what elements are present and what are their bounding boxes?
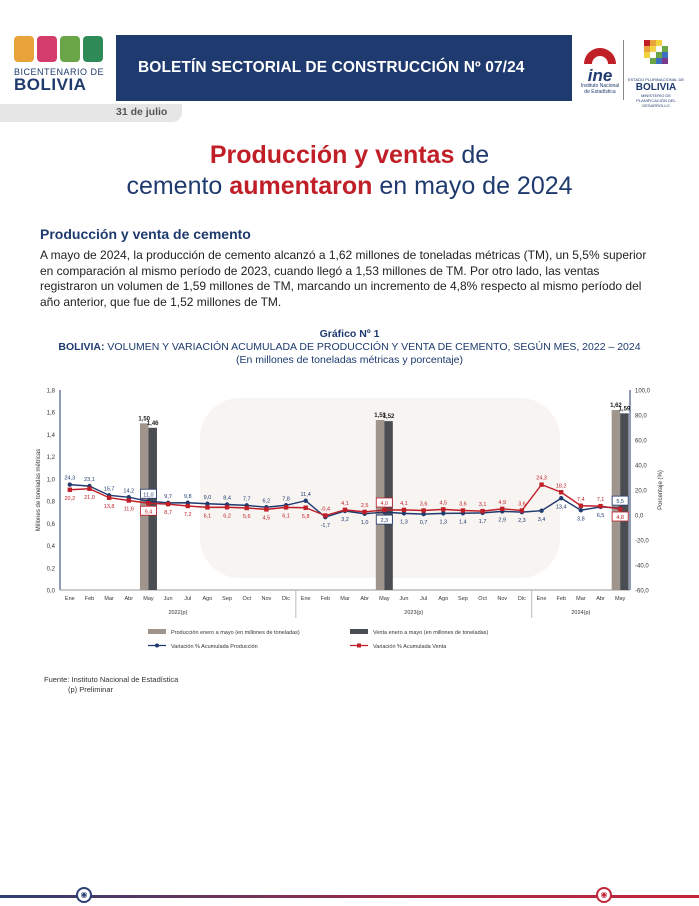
x-tick-label: May [143, 596, 154, 602]
footer-ine-icon: ◉ [76, 887, 92, 903]
y-tick-label: 1,8 [46, 388, 55, 395]
y-tick-label: 1,0 [46, 477, 55, 484]
production-point-label: 1,3 [439, 519, 448, 526]
ine-arc-icon [578, 36, 622, 64]
page-header [0, 0, 699, 118]
legend-production-line-label: Variación % Acumulada Producción [171, 644, 258, 650]
x-tick-label: Feb [84, 596, 95, 602]
production-point-label: 1,4 [459, 519, 467, 526]
sales-point [107, 496, 111, 500]
production-point [303, 499, 307, 503]
x-tick-label: Dic [282, 596, 291, 602]
production-point-label: 9,0 [203, 494, 212, 501]
chart-header [0, 328, 699, 367]
sales-point [127, 498, 131, 502]
sales-point-label: 6,2 [223, 513, 231, 520]
production-point [68, 482, 72, 486]
sales-point [146, 501, 150, 505]
sales-point [441, 507, 445, 511]
x-tick-label: Jun [399, 596, 409, 602]
x-tick-label: Nov [261, 596, 272, 602]
y-axis-title: Millones de toneladas métricas [36, 448, 42, 532]
sales-point-label: 2,5 [360, 502, 369, 509]
y-tick-label: 0,2 [46, 566, 55, 573]
bulletin-banner: BOLETÍN SECTORIAL DE CONSTRUCCIÓN Nº 07/24 [116, 35, 572, 101]
y-tick-label: 1,2 [46, 455, 55, 462]
chart-lead: BOLIVIA: [58, 341, 105, 353]
sales-point-label: 24,3 [536, 475, 547, 482]
y2-tick-label: -40,0 [635, 563, 649, 570]
ine-sub1: Instituto Nacional [580, 83, 620, 89]
legend-sales-line-marker [357, 644, 361, 648]
y2-tick-label: 100,0 [635, 388, 651, 395]
bar-value-label: 1,53 [374, 413, 386, 419]
sales-point [166, 502, 170, 506]
production-point-label: 0,7 [419, 520, 428, 527]
sales-point-label: 3,6 [518, 501, 526, 508]
sales-point [500, 507, 504, 511]
footer-bar [0, 886, 699, 906]
sales-point-label: 4,9 [498, 499, 507, 506]
x-tick-label: Ene [300, 596, 311, 602]
sales-point-label: 8,7 [164, 510, 172, 517]
sales-point-label: 5,8 [301, 513, 310, 520]
production-point [539, 509, 543, 513]
year-group-label: 2023(p) [404, 610, 424, 616]
y2-tick-label: 0,0 [635, 513, 644, 520]
sales-point-label: 3,6 [459, 501, 467, 508]
x-tick-label: Dic [517, 596, 526, 602]
sales-point-label: 3,1 [478, 502, 487, 509]
bicentenario-line2: BOLIVIA [14, 75, 87, 94]
x-tick-label: Ago [202, 596, 213, 602]
bar-value-label: 1,52 [382, 414, 395, 421]
sales-point [245, 506, 249, 510]
chart-number: Gráfico Nº 1 [319, 328, 380, 340]
production-point-label: 11,4 [300, 491, 311, 498]
sales-point [520, 508, 524, 512]
x-tick-label: Feb [320, 596, 331, 602]
sales-point-label: 6,1 [203, 513, 212, 520]
y2-tick-label: 60,0 [635, 438, 647, 445]
legend-production-bar-swatch [148, 629, 166, 634]
y2-tick-label: -60,0 [635, 588, 649, 595]
sales-point [284, 505, 288, 509]
x-tick-label: Feb [556, 596, 566, 602]
y2-tick-label: 40,0 [635, 463, 647, 470]
sales-point-label: 20,2 [64, 495, 76, 502]
logo-divider [623, 40, 624, 100]
production-point [579, 508, 583, 512]
sales-point [186, 504, 190, 508]
sales-point-label: 4,5 [262, 515, 271, 522]
sales-point-label: -0,4 [320, 506, 331, 513]
sales-point [382, 508, 386, 512]
x-tick-label: Jul [184, 596, 192, 602]
section-heading: Producción y venta de cemento [40, 226, 251, 242]
sales-point [480, 509, 484, 513]
publication-date: 31 de julio [0, 104, 182, 122]
y2-tick-label: -20,0 [635, 538, 649, 545]
sales-point-label: 21,0 [84, 494, 95, 501]
legend-sales-line-label: Variación % Acumulada Venta [373, 644, 447, 650]
production-point-label: 6,5 [596, 512, 605, 519]
x-tick-label: Ago [438, 596, 449, 602]
x-tick-label: Abr [596, 596, 605, 602]
sales-point [87, 487, 91, 491]
sales-point-label: 6,1 [282, 513, 290, 520]
sales-point [225, 505, 229, 509]
bicentenario-emblem-icon [14, 36, 106, 62]
production-point-label: 3,2 [341, 517, 349, 523]
bicentenario-logo [14, 36, 106, 96]
x-tick-label: Jul [420, 596, 428, 602]
sales-point-label: 5,6 [242, 514, 251, 520]
sales-point [618, 507, 622, 511]
x-tick-label: Ene [64, 596, 75, 602]
production-point-label: 1,7 [478, 518, 487, 525]
x-tick-label: Abr [124, 596, 134, 602]
bolivia-line1: ESTADO PLURINACIONAL DE [627, 77, 684, 82]
title-part5: en mayo de 2024 [372, 172, 573, 200]
y-tick-label: 0,8 [46, 499, 55, 506]
sales-point [68, 488, 72, 492]
production-point-label: 6,2 [262, 498, 271, 505]
year-group-label: 2024(p) [571, 610, 591, 616]
production-point [441, 511, 445, 515]
x-tick-label: Mar [340, 596, 350, 602]
production-point-label: 14,2 [123, 488, 135, 495]
y2-tick-label: 80,0 [635, 413, 647, 420]
sales-point [461, 508, 465, 512]
x-tick-label: Nov [497, 596, 508, 602]
sales-point [579, 504, 583, 508]
estado-bolivia-logo [626, 38, 686, 108]
legend-sales-bar-swatch [350, 629, 368, 634]
production-point-label: 3,8 [577, 516, 585, 523]
bolivia-line3: MINISTERIO DE PLANIFICACIÓN DEL DESARROLLO [636, 93, 676, 108]
production-point-label: 7,7 [242, 496, 251, 503]
production-point-label: 2,9 [498, 517, 507, 524]
x-tick-label: Jun [163, 596, 173, 602]
x-tick-label: Abr [360, 596, 369, 602]
production-point-label: 23,1 [84, 477, 95, 484]
bar-value-label: 1,46 [146, 420, 159, 427]
source-note [44, 675, 178, 695]
sales-point-label: 4,1 [400, 500, 408, 507]
sales-point-label: 4,5 [439, 500, 448, 507]
x-tick-label: Oct [242, 596, 252, 602]
ine-name: ine [587, 66, 613, 85]
sales-point-label: 11,6 [123, 506, 134, 513]
ine-sub2: de Estadística [584, 89, 616, 95]
source-line: Fuente: Instituto Nacional de Estadística [44, 675, 179, 684]
sales-point-label: 4,0 [380, 501, 389, 507]
chart-title: VOLUMEN Y VARIACIÓN ACUMULADA DE PRODUCCIÓN Y VENTA DE CEMENTO, SEGÚN MES, 2022 – 2024 [104, 341, 641, 353]
legend-production-bar-label: Producción enero a mayo (en millones de toneladas) [171, 630, 300, 636]
sales-point-label: 4,8 [616, 515, 625, 521]
title-part4: aumentaron [229, 172, 373, 200]
y-tick-label: 1,4 [46, 432, 55, 439]
bar-value-label: 1,50 [138, 416, 151, 423]
sales-point-label: 7,1 [596, 497, 605, 504]
ine-logo [578, 36, 622, 102]
bar-value-label: 1,59 [618, 406, 631, 413]
y2-axis-title: Porcentaje (%) [658, 470, 664, 510]
sales-point [343, 508, 347, 512]
sales-point [362, 510, 366, 514]
production-point-label: 9,8 [183, 493, 192, 500]
x-tick-label: Sep [458, 596, 468, 602]
production-point-label: 2,3 [380, 518, 389, 525]
title-part3: cemento [126, 172, 230, 200]
sales-point-label: 7,4 [577, 496, 585, 503]
x-tick-label: May [614, 596, 626, 602]
page-title [0, 140, 699, 202]
sales-point-label: 9,4 [144, 509, 153, 516]
production-point-label: 11,0 [143, 492, 154, 499]
preliminary-note: (p) Preliminar [68, 685, 114, 694]
x-tick-label: May [379, 596, 390, 602]
sales-point [402, 508, 406, 512]
production-point-label: 7,8 [282, 496, 290, 503]
bolivia-line2: BOLIVIA [635, 82, 677, 93]
production-point-label: 15,7 [103, 486, 115, 493]
footer-ine-icon-right: ◉ [596, 887, 612, 903]
sales-point-label: 7,2 [183, 512, 192, 518]
sales-point [323, 513, 327, 517]
x-tick-label: Ene [536, 596, 547, 602]
production-point [559, 496, 563, 500]
sales-point [598, 504, 602, 508]
sales-point-label: 4,1 [341, 500, 349, 507]
y-tick-label: 0,4 [46, 544, 55, 551]
production-point-label: 24,3 [64, 475, 76, 482]
y-tick-label: 1,6 [46, 410, 55, 417]
section-paragraph: A mayo de 2024, la producción de cemento alcanzó a 1,62 millones de toneladas métricas (TM), un 5,5% superior en comparación al mismo período de 2023, cuando llegó a 1,53 millones de TM. Por otro lado, las ventas registraron un volumen de 1,59 millones de TM, marcando un incremento de 4,8% respecto al mismo período del año anterior, que fue de 1,52 millones de TM. [40, 248, 647, 309]
sales-point [559, 490, 563, 494]
sales-point [539, 482, 543, 486]
x-tick-label: Mar [576, 596, 586, 602]
sales-point [264, 507, 268, 511]
sales-point [303, 506, 307, 510]
production-point-label: 3,4 [537, 516, 546, 523]
title-part1: Producción y ventas [209, 141, 455, 169]
production-point-label: 8,4 [223, 495, 231, 502]
production-point-label: 9,7 [164, 493, 172, 500]
sales-point-label: 13,8 [103, 503, 115, 510]
cement-chart [0, 378, 699, 673]
y-tick-label: 0,6 [46, 521, 55, 528]
sales-point [205, 505, 209, 509]
title-part2: de [454, 141, 490, 169]
legend-production-line-marker [155, 644, 159, 648]
sales-point [421, 508, 425, 512]
bicentenario-line1: BICENTENARIO DE [14, 67, 105, 77]
production-point-label: 1,3 [400, 519, 408, 526]
wiphala-icon [636, 38, 676, 72]
x-tick-label: Mar [104, 596, 114, 602]
sales-point-label: 18,2 [555, 483, 567, 490]
y2-tick-label: 20,0 [635, 488, 647, 495]
chart-subtitle: (En millones de toneladas métricas y porcentaje) [235, 354, 464, 366]
footer-line [0, 895, 699, 898]
sales-point-label: 3,6 [419, 501, 428, 508]
bar-value-label: 1,62 [610, 403, 622, 409]
legend-sales-bar-label: Venta enero a mayo (en millones de toneladas) [373, 630, 489, 636]
production-point-label: 5,5 [616, 499, 625, 506]
production-point-label: 13,4 [555, 504, 567, 511]
production-point-label: 2,3 [518, 518, 526, 525]
production-point-label: 1,0 [360, 519, 369, 526]
production-point-label: -1,7 [320, 523, 331, 530]
y-tick-label: 0,0 [46, 588, 55, 595]
x-tick-label: Oct [478, 596, 487, 602]
x-tick-label: Sep [222, 596, 232, 602]
year-group-label: 2022(p) [168, 610, 188, 616]
